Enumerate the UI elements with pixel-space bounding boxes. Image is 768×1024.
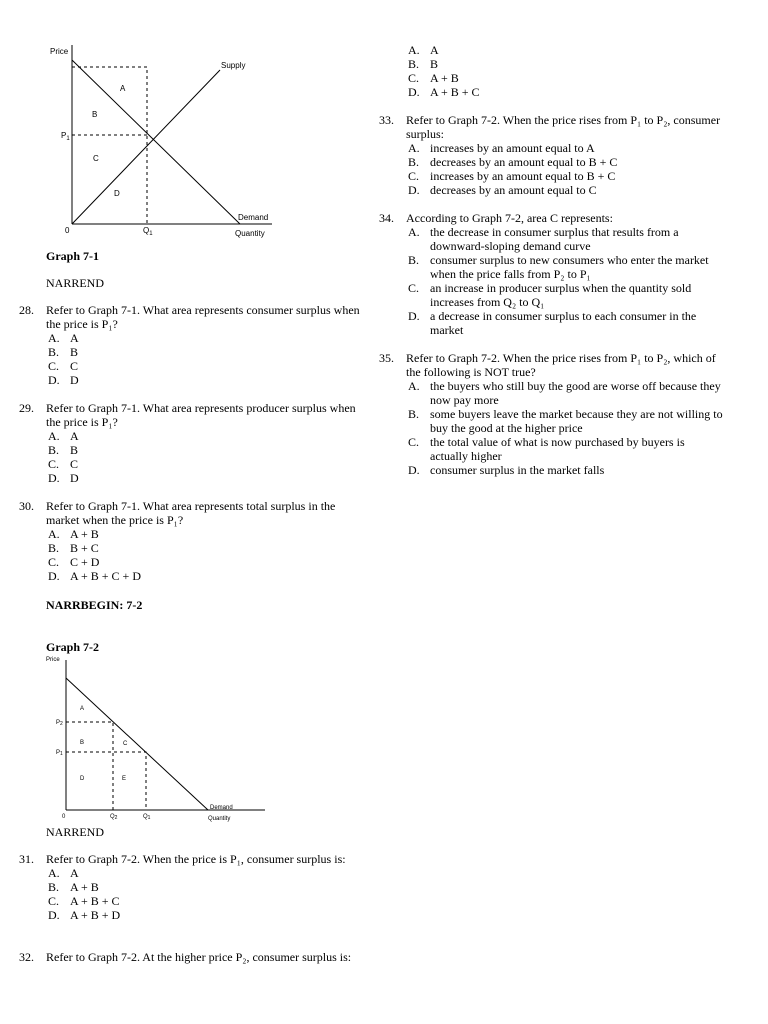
graph1-area-a: A	[120, 84, 126, 93]
graph1-area-d: D	[114, 189, 120, 198]
question-number: 29.	[19, 401, 34, 415]
graph2-q1-label: Q1	[143, 814, 151, 821]
question-number: 34.	[379, 211, 394, 225]
question-31	[19, 852, 364, 922]
question-text: Refer to Graph 7-1. What area represents consumer surplus when the price is P₁?	[46, 303, 360, 331]
question-30	[19, 499, 364, 583]
answer-option[interactable]: A. A	[408, 43, 439, 57]
question-text: Refer to Graph 7-2. When the price is P₁, consumer surplus is:	[46, 852, 346, 866]
answer-option[interactable]: A. A	[48, 866, 79, 880]
answer-option[interactable]: B. consumer surplus to new consumers who enter the market when the price falls from P₂ to P₁	[408, 253, 709, 281]
question-number: 32.	[19, 950, 34, 964]
graph1-top-dashed	[72, 67, 147, 224]
graph2-area-c: C	[123, 741, 128, 747]
question-text: Refer to Graph 7-2. When the price rises from P₁ to P₂, which of the following is NOT true?	[406, 351, 716, 379]
question-35	[379, 351, 724, 477]
question-32-options	[379, 43, 724, 99]
graph1-origin-label: 0	[65, 226, 70, 235]
narrbegin-marker: NARRBEGIN: 7-2	[46, 598, 143, 612]
answer-option[interactable]: B. some buyers leave the market because they are not willing to buy the good at the higher price	[408, 407, 723, 435]
question-text: Refer to Graph 7-1. What area represents producer surplus when the price is P₁?	[46, 401, 356, 429]
graph2-area-a: A	[80, 706, 85, 712]
graph-7-2-caption: Graph 7-2	[46, 640, 100, 654]
graph2-area-b: B	[80, 740, 85, 746]
question-text: Refer to Graph 7-2. At the higher price P₂, consumer surplus is:	[46, 950, 352, 964]
question-32	[19, 950, 364, 964]
graph2-origin-label: 0	[62, 814, 66, 820]
answer-option[interactable]: D. A + B + C + D	[48, 569, 141, 583]
answer-option[interactable]: A. the buyers who still buy the good are worse off because they now pay more	[408, 379, 721, 407]
answer-option[interactable]: C. A + B	[408, 71, 459, 85]
graph2-y-axis-label: Price	[46, 657, 60, 663]
graph2-p1-label: P1	[56, 750, 63, 757]
question-number: 33.	[379, 113, 394, 127]
answer-option[interactable]: B. decreases by an amount equal to B + C	[408, 155, 618, 169]
question-number: 35.	[379, 351, 394, 365]
answer-option[interactable]: C. C + D	[48, 555, 100, 569]
graph1-supply-label: Supply	[221, 61, 246, 70]
answer-option[interactable]: C. increases by an amount equal to B + C	[408, 169, 616, 183]
answer-option[interactable]: D. A + B + C	[408, 85, 480, 99]
graph2-p1-dashed	[66, 752, 146, 810]
graph2-x-axis-label: Quantity	[208, 816, 231, 822]
graph2-p2-dashed	[66, 722, 113, 810]
graph2-q2-label: Q2	[110, 814, 118, 821]
question-28	[19, 303, 364, 387]
question-number: 28.	[19, 303, 34, 317]
graph1-area-b: B	[92, 110, 98, 119]
answer-option[interactable]: D. D	[48, 373, 79, 387]
answer-option[interactable]: A. the decrease in consumer surplus that results from a downward-sloping demand curve	[408, 225, 679, 253]
answer-option[interactable]: A. increases by an amount equal to A	[408, 141, 595, 155]
question-29	[19, 401, 364, 485]
answer-option[interactable]: C. A + B + C	[48, 894, 120, 908]
answer-option[interactable]: B. B + C	[48, 541, 99, 555]
graph2-demand-label: Demand	[210, 805, 233, 811]
graph1-supply-curve	[72, 70, 220, 224]
answer-option[interactable]: B. B	[48, 345, 79, 359]
answer-option[interactable]: D. A + B + D	[48, 908, 121, 922]
graph-7-2	[40, 652, 285, 827]
answer-option[interactable]: D. D	[48, 471, 79, 485]
answer-option[interactable]: C. the total value of what is now purchased by buyers is actually higher	[408, 435, 685, 463]
question-number: 30.	[19, 499, 34, 513]
graph1-q1-label: $Q_1$	[143, 226, 153, 237]
answer-option[interactable]: D. consumer surplus in the market falls	[408, 463, 605, 477]
graph2-p2-label: P2	[56, 720, 63, 727]
question-34	[379, 211, 724, 337]
narrend-marker-2: NARREND	[46, 825, 105, 839]
question-33	[379, 113, 724, 197]
narrend-marker: NARREND	[46, 276, 105, 290]
graph1-demand-label: Demand	[238, 213, 269, 222]
graph2-area-d: D	[80, 776, 85, 782]
graph1-p1-label: $P_1$	[61, 131, 70, 142]
graph-7-1	[40, 40, 290, 245]
answer-option[interactable]: A. A	[48, 429, 79, 443]
question-number: 31.	[19, 852, 34, 866]
answer-option[interactable]: D. a decrease in consumer surplus to each consumer in the market	[408, 309, 697, 337]
graph2-area-e: E	[122, 776, 127, 782]
answer-option[interactable]: D. decreases by an amount equal to C	[408, 183, 597, 197]
answer-option[interactable]: C. C	[48, 359, 79, 373]
answer-option[interactable]: A. A + B	[48, 527, 99, 541]
question-text: Refer to Graph 7-2. When the price rises from P₁ to P₂, consumer surplus:	[406, 113, 721, 141]
graph1-y-axis-label: Price	[50, 47, 69, 56]
answer-option[interactable]: C. C	[48, 457, 79, 471]
answer-option[interactable]: C. an increase in producer surplus when the quantity sold increases from Q₂ to Q₁	[408, 281, 692, 309]
graph1-x-axis-label: Quantity	[235, 229, 265, 238]
answer-option[interactable]: B. A + B	[48, 880, 99, 894]
answer-option[interactable]: B. B	[48, 443, 79, 457]
question-text: According to Graph 7-2, area C represents:	[406, 211, 613, 225]
answer-option[interactable]: A. A	[48, 331, 79, 345]
graph2-demand-curve	[66, 678, 208, 810]
graph-7-1-caption: Graph 7-1	[46, 249, 100, 263]
graph1-demand-curve	[72, 60, 240, 224]
graph1-area-c: C	[93, 154, 99, 163]
answer-option[interactable]: B. B	[408, 57, 439, 71]
question-text: Refer to Graph 7-1. What area represents total surplus in the market when the price is P₁?	[46, 499, 336, 527]
